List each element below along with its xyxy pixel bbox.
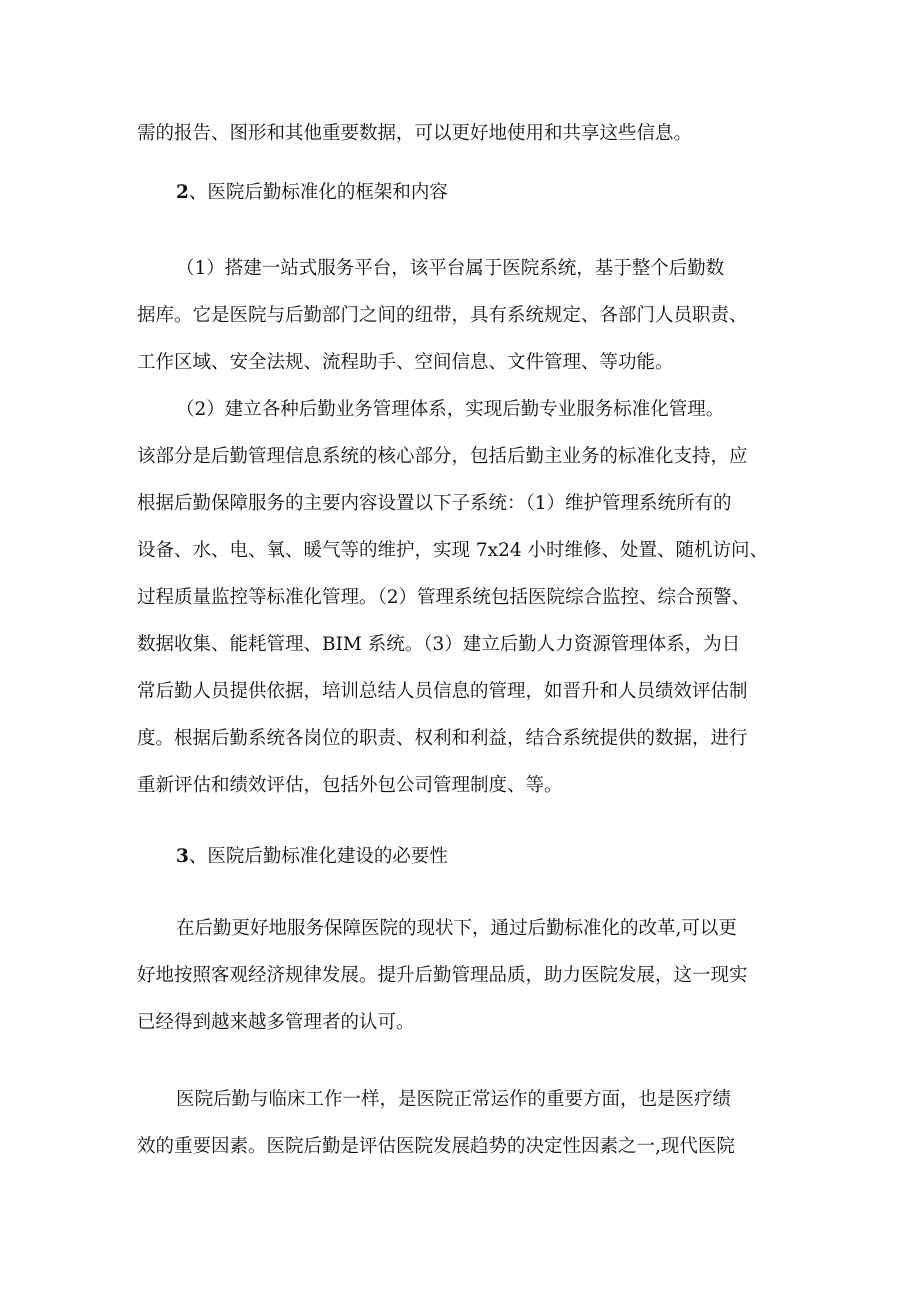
paragraph-line: 在后勤更好地服务保障医院的现状下，通过后勤标准化的改革,可以更 xyxy=(176,918,737,939)
paragraph-line: 好地按照客观经济规律发展。提升后勤管理品质，助力医院发展，这一现实 xyxy=(137,965,748,986)
paragraph-line: 设备、水、电、氧、暖气等的维护，实现 7x24 小时维修、处置、随机访问、 xyxy=(137,540,769,561)
paragraph-line: 度。根据后勤系统各岗位的职责、权利和利益，结合系统提供的数据，进行 xyxy=(137,728,748,749)
paragraph-line: 根据后勤保障服务的主要内容设置以下子系统：（1）维护管理系统所有的 xyxy=(137,493,732,514)
paragraph-line: 重新评估和绩效评估，包括外包公司管理制度、等。 xyxy=(137,775,563,796)
paragraph-line: 工作区域、安全法规、流程助手、空间信息、文件管理、等功能。 xyxy=(137,352,674,373)
heading-text: 、医院后勤标准化建设的必要性 xyxy=(188,846,448,867)
paragraph-line: 已经得到越来越多管理者的认可。 xyxy=(137,1012,415,1033)
paragraph-line: 据库。它是医院与后勤部门之间的纽带，具有系统规定、各部门人员职责、 xyxy=(137,305,748,326)
paragraph-line: 该部分是后勤管理信息系统的核心部分，包括后勤主业务的标准化支持，应 xyxy=(137,446,748,467)
paragraph-line: 过程质量监控等标准化管理。（2）管理系统包括医院综合监控、综合预警、 xyxy=(137,587,751,608)
heading-number: 2 xyxy=(176,182,189,203)
paragraph-line: 需的报告、图形和其他重要数据，可以更好地使用和共享这些信息。 xyxy=(137,123,693,144)
paragraph-line: 效的重要因素。医院后勤是评估医院发展趋势的决定性因素之一,现代医院 xyxy=(137,1136,735,1157)
paragraph-line: 医院后勤与临床工作一样，是医院正常运作的重要方面，也是医疗绩 xyxy=(176,1089,732,1110)
paragraph-line: 数据收集、能耗管理、BIM 系统。（3）建立后勤人力资源管理体系，为日 xyxy=(137,634,741,655)
section-heading-3 xyxy=(176,845,832,869)
paragraph-line: 常后勤人员提供依据，培训总结人员信息的管理，如晋升和人员绩效评估制 xyxy=(137,681,748,702)
heading-text: 、医院后勤标准化的框架和内容 xyxy=(188,182,448,203)
heading-number: 3 xyxy=(176,846,189,867)
section-heading-2 xyxy=(176,181,832,205)
paragraph-line: （1）搭建一站式服务平台，该平台属于医院系统，基于整个后勤数 xyxy=(176,258,725,279)
paragraph-line: （2）建立各种后勤业务管理体系，实现后勤专业服务标准化管理。 xyxy=(176,399,725,420)
